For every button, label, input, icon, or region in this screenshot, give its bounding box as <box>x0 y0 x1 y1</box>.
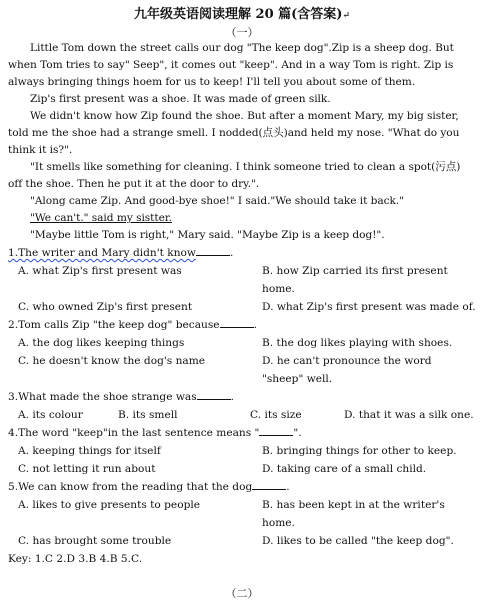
part-one-heading: （一） <box>225 26 259 39</box>
answer-blank <box>196 245 230 256</box>
answer-blank <box>220 317 254 328</box>
option-d: D. likes to be called "the keep dog". <box>262 535 454 547</box>
option-c: C. its size <box>250 409 302 421</box>
part-two-heading: （二） <box>225 587 259 600</box>
question-3-stem: 3.What made the shoe strange was . <box>8 391 235 403</box>
question-1-options <box>8 262 476 316</box>
option-d: D. what Zip's first present was made of. <box>262 301 476 313</box>
document-title <box>8 6 476 25</box>
question-4-stem: 4.The word "keep"in the last sentence means " ". <box>8 427 302 439</box>
passage-paragraph-1: Little Tom down the street calls our dog "The keep dog".Zip is a sheep dog. But when Tom tries to say" Seep", it comes out "keep". And in a way Tom is right. Zip is always bringing things hoem for us to keep! I'll tell you about some of them. <box>8 42 454 88</box>
passage-paragraph-7: "Maybe little Tom is right," Mary said. "Maybe Zip is a keep dog!". <box>30 229 385 241</box>
question-5-options <box>8 496 476 550</box>
option-c: C. he doesn't know the dog's name <box>18 355 206 367</box>
passage-paragraph-6: "We can't." said my sistter. <box>30 212 172 224</box>
passage-paragraph-2: Zip's first present was a shoe. It was made of green silk. <box>30 93 331 105</box>
option-b: B. has been kept in at the writer's home. <box>262 499 445 529</box>
question-1-stem: 1.The writer and Mary didn't know . <box>8 247 234 259</box>
passage-paragraph-5: "Along came Zip. And good-bye shoe!" I said."We should take it back." <box>30 195 405 207</box>
passage-paragraph-3: We didn't know how Zip found the shoe. But after a moment Mary, my big sister, told me the shoe had a strange smell. I nodded(点头)and held my nose. "What do you think it is?". <box>8 110 460 156</box>
answer-blank <box>259 425 293 436</box>
option-b: B. how Zip carried its first present home. <box>262 265 448 295</box>
option-d: D. that it was a silk one. <box>344 409 474 421</box>
option-c: C. who owned Zip's first present <box>18 301 193 313</box>
option-d: D. taking care of a small child. <box>262 463 427 475</box>
title-text: 九年级英语阅读理解 20 篇(含答案) <box>134 7 343 22</box>
question-4-options <box>8 442 476 478</box>
answer-blank <box>197 389 231 400</box>
option-a: A. likes to give presents to people <box>18 499 201 511</box>
question-2-options <box>8 334 476 388</box>
question-2-stem: 2.Tom calls Zip "the keep dog" because . <box>8 319 257 331</box>
option-a: A. what Zip's first present was <box>18 265 182 277</box>
passage-paragraph-4: "It smells like something for cleaning. I think someone tried to clean a spot(污点) off the shoe. Then he put it at the door to dry.". <box>8 161 461 190</box>
option-a: A. keeping things for itself <box>18 445 161 457</box>
answer-key: Key: 1.C 2.D 3.B 4.B 5.C. <box>8 553 143 565</box>
answer-blank <box>252 479 286 490</box>
option-c: C. has brought some trouble <box>18 535 172 547</box>
option-d: D. he can't pronounce the word "sheep" well. <box>262 355 432 385</box>
option-a: A. the dog likes keeping things <box>18 337 185 349</box>
question-5-stem: 5.We can know from the reading that the dog . <box>8 481 290 493</box>
option-c: C. not letting it run about <box>18 463 156 475</box>
option-b: B. its smell <box>118 409 178 421</box>
option-b: B. bringing things for other to keep. <box>262 445 457 457</box>
question-3-options <box>8 406 476 424</box>
option-a: A. its colour <box>18 409 83 421</box>
paragraph-mark: ↵ <box>342 11 350 21</box>
option-b: B. the dog likes playing with shoes. <box>262 337 453 349</box>
